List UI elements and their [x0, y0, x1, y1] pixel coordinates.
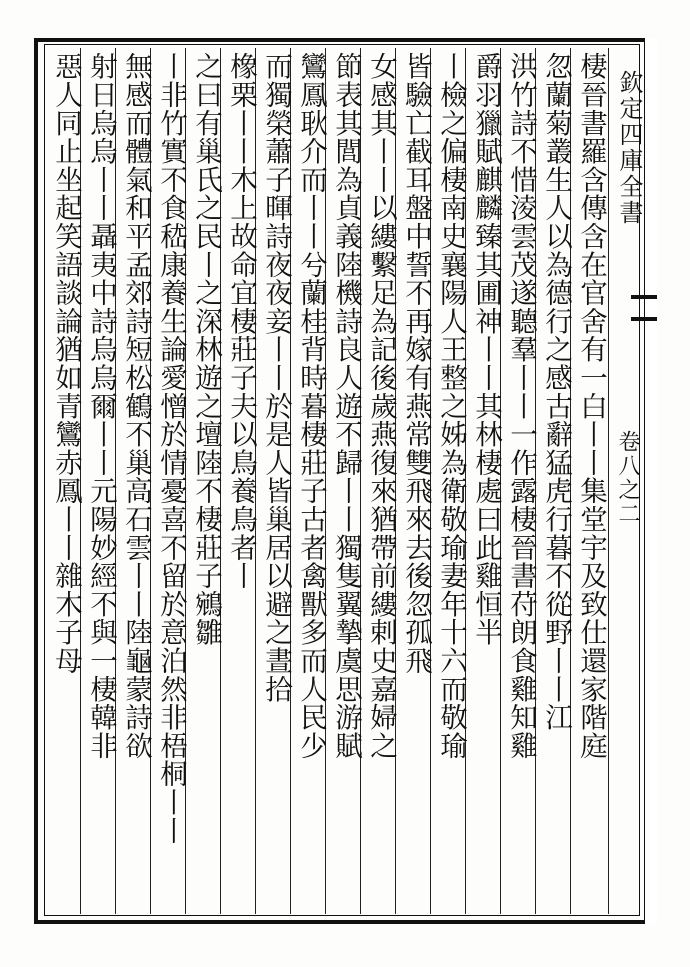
text-column: 而獨榮蕭子暉詩夜夜妾丨丨於是人皆巢居以避之晝拾: [260, 52, 292, 703]
text-column: 無感而體氣和平孟郊詩短松鶴不巢高石雲丨丨陸龜蒙詩欲: [120, 52, 152, 760]
text-column: 洪竹詩不惜淩雲茂遂聽羣丨丨一作露棲晉書苻朗食雞知雞: [505, 52, 537, 760]
page-margin-strip: [644, 38, 657, 924]
text-column: 棲晉書羅含傳含在官舍有一白丨丨集堂宇及致仕還家階庭: [575, 52, 607, 760]
running-header: [612, 50, 644, 912]
text-column: 忽蘭菊叢生人以為德行之感古辭猛虎行暮不從野丨丨江: [540, 52, 572, 732]
text-column: 節表其閭為貞義陸機詩良人遊不歸丨丨獨隻翼摯虞思游賦: [330, 52, 362, 760]
text-column: 射日烏烏丨丨聶夷中詩烏烏爾丨丨元陽妙經不與一棲韓非: [85, 52, 117, 760]
text-column: 鸞鳳耿介而丨丨兮蘭桂背時暮棲莊子古者禽獸多而人民少: [295, 52, 327, 760]
text-column: 丨非竹實不食嵇康養生論愛憎於情憂喜不留於意泊然非梧桐丨丨: [155, 52, 187, 845]
text-column: 皆驗亡截耳盤中誓不再嫁有燕常雙飛來去後忽孤飛: [400, 52, 432, 675]
text-column: 爵羽獵賦麒麟臻其圃神丨丨其林棲處曰此雞恒半: [470, 52, 502, 647]
text-column: 惡人同止坐起笑語談論猶如青鸞赤鳳丨丨雜木子母: [50, 52, 82, 675]
text-column: 丨檢之偏棲南史襄陽人王整之姊為衛敬瑜妻年十六而敬瑜: [435, 52, 467, 760]
text-column: 女感其丨丨以縷繫足為記後歲燕復來猶帶前縷剌史嘉婦之: [365, 52, 397, 760]
text-column: 之曰有巢氏之民丨之深林遊之壇陸不棲莊子鵷雛: [190, 52, 222, 647]
text-column: 橡栗丨丨木上故命宜棲莊子夫以鳥養鳥者丨: [225, 52, 257, 590]
chapter-label: 卷八之二: [615, 430, 640, 526]
running-title: 欽定四庫全書: [615, 70, 643, 226]
